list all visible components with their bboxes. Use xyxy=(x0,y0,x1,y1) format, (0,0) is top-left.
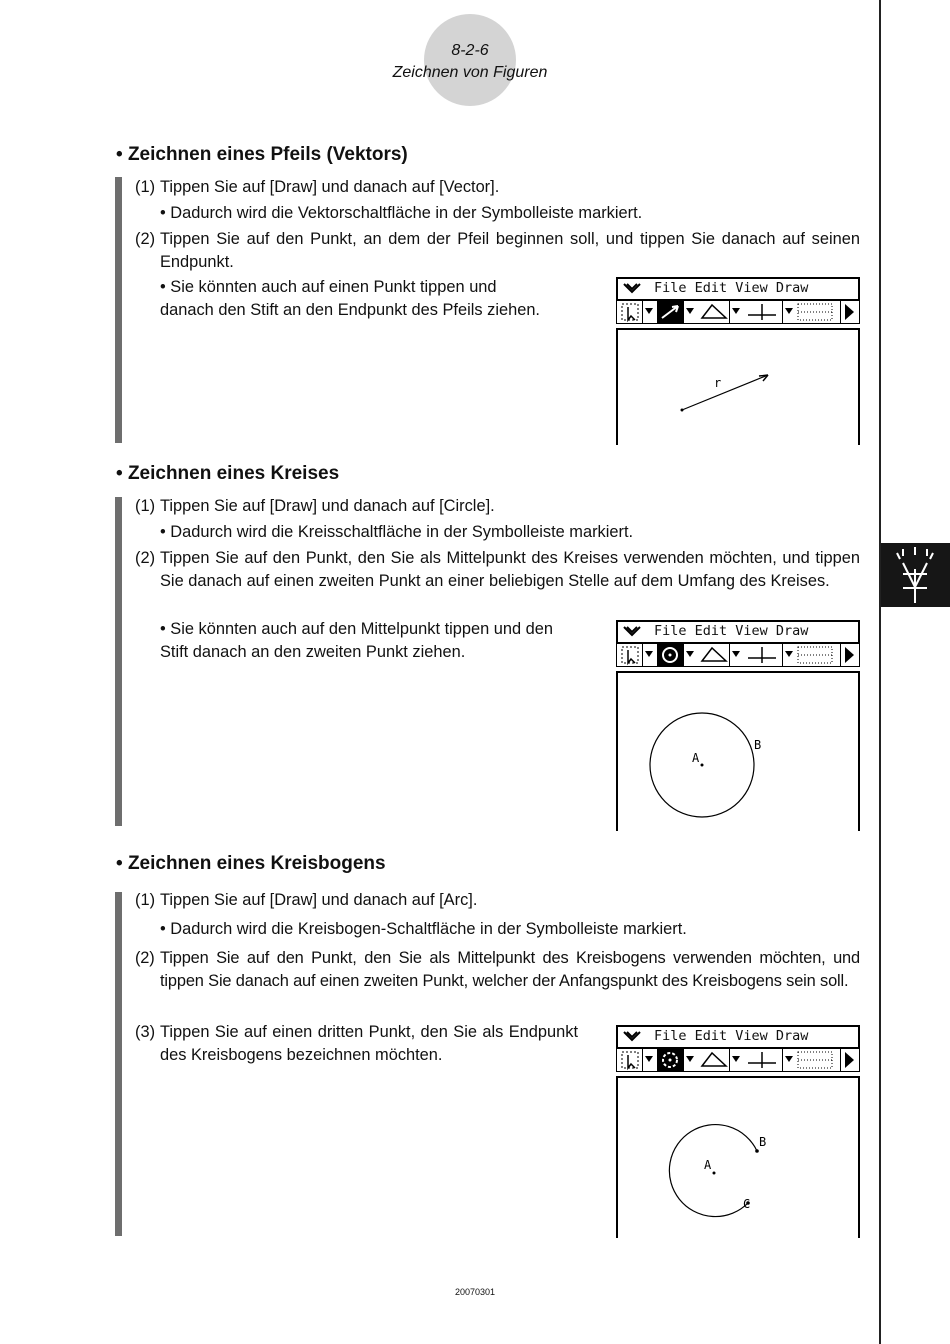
toolbar xyxy=(616,1048,860,1072)
menu-bar xyxy=(616,277,860,301)
page-number: 8-2-6 xyxy=(451,42,489,59)
drawing-screen xyxy=(616,328,860,445)
drawing-screen xyxy=(616,671,860,831)
step-number: (1) xyxy=(135,178,156,196)
vector-label: r xyxy=(714,376,722,390)
menu-text: File Edit View Draw xyxy=(654,1028,809,1044)
step-note: • Dadurch wird die Kreisschaltfläche in der Symbolleiste markiert. xyxy=(160,523,634,541)
toolbar xyxy=(616,643,860,667)
section-heading-arc: • Zeichnen eines Kreisbogens xyxy=(116,853,386,874)
point-label-b: B xyxy=(759,1135,767,1149)
step-note: • Sie könnten auch auf einen Punkt tippen und danach den Stift an den Endpunkt des Pfeils ziehen. xyxy=(160,278,540,319)
step-1 xyxy=(135,176,860,199)
arc-start-point xyxy=(755,1149,759,1153)
step-note: • Dadurch wird die Kreisbogen-Schaltfläche in der Symbolleiste markiert. xyxy=(160,920,687,938)
footer-code: 20070301 xyxy=(454,1287,496,1297)
section-bar xyxy=(115,497,122,826)
step-number: (3) xyxy=(135,1023,156,1041)
vector-start-point xyxy=(681,409,684,412)
circle-tool-icon-active xyxy=(657,644,683,666)
page-title: Zeichnen von Figuren xyxy=(392,64,548,81)
section-heading-vector: • Zeichnen eines Pfeils (Vektors) xyxy=(116,144,408,165)
step-1 xyxy=(135,495,860,518)
point-label-a: A xyxy=(704,1158,712,1172)
step-text: Tippen Sie auf [Draw] und danach auf [Circle]. xyxy=(160,497,495,515)
section-bar xyxy=(115,892,122,1236)
menu-bar xyxy=(616,620,860,644)
step-note: • Sie könnten auch auf den Mittelpunkt tippen und den Stift danach an den zweiten Punkt ziehen. xyxy=(160,620,554,661)
point-label-b: B xyxy=(754,738,762,752)
step-text: Tippen Sie auf einen dritten Punkt, den Sie als Endpunkt des Kreisbogens bezeichnen möchten. xyxy=(160,1023,578,1064)
circle-center-point xyxy=(701,764,704,767)
menu-chevron-icon xyxy=(623,625,641,639)
heading-text: Zeichnen eines Kreisbogens xyxy=(127,853,386,874)
step-note: • Dadurch wird die Vektorschaltfläche in der Symbolleiste markiert. xyxy=(160,204,643,222)
menu-text: File Edit View Draw xyxy=(654,280,809,296)
step-2 xyxy=(135,547,860,593)
page-edge-rule xyxy=(879,0,881,1344)
step-text: Tippen Sie auf den Punkt, an dem der Pfeil beginnen soll, und tippen Sie danach auf seinen Endpunkt. xyxy=(160,230,860,271)
geometry-chapter-icon xyxy=(881,543,950,607)
step-text: Tippen Sie auf den Punkt, den Sie als Mittelpunkt des Kreisbogens verwenden möchten, und tippen Sie danach auf einen zweiten Punkt, welcher der Anfangspunkt des Kreisbogens sein soll. xyxy=(160,949,860,990)
menu-chevron-icon xyxy=(623,1030,641,1044)
vector-tool-icon-active xyxy=(657,301,683,323)
section-heading-circle: • Zeichnen eines Kreises xyxy=(116,463,340,484)
step-2 xyxy=(135,947,860,993)
step-1 xyxy=(135,889,860,912)
header-circle xyxy=(424,14,516,106)
step-number: (1) xyxy=(135,497,156,515)
menu-text: File Edit View Draw xyxy=(654,623,809,639)
arc-tool-icon-active xyxy=(657,1049,683,1071)
menu-chevron-icon xyxy=(623,282,641,296)
step-2 xyxy=(135,228,860,274)
vector-line xyxy=(682,375,768,410)
step-number: (2) xyxy=(135,230,156,248)
menu-bar xyxy=(616,1025,860,1049)
step-3 xyxy=(135,1021,578,1067)
heading-text: Zeichnen eines Kreises xyxy=(127,463,340,484)
toolbar xyxy=(616,300,860,324)
point-label-a: A xyxy=(692,751,700,765)
chapter-tab xyxy=(881,543,950,607)
step-text: Tippen Sie auf den Punkt, den Sie als Mittelpunkt des Kreises verwenden möchten, und tippen Sie danach auf einen zweiten Punkt an einer beliebigen Stelle auf dem Umfang des Kreises. xyxy=(160,549,860,590)
step-text: Tippen Sie auf [Draw] und danach auf [Arc]. xyxy=(160,891,478,909)
step-number: (2) xyxy=(135,949,155,967)
heading-text: Zeichnen eines Pfeils (Vektors) xyxy=(127,144,408,165)
arc-center-point xyxy=(713,1172,716,1175)
step-number: (1) xyxy=(135,891,156,909)
drawing-screen xyxy=(616,1076,860,1238)
section-bar xyxy=(115,177,122,443)
point-label-c: C xyxy=(743,1197,751,1211)
step-number: (2) xyxy=(135,549,156,567)
step-text: Tippen Sie auf [Draw] und danach auf [Vector]. xyxy=(160,178,500,196)
